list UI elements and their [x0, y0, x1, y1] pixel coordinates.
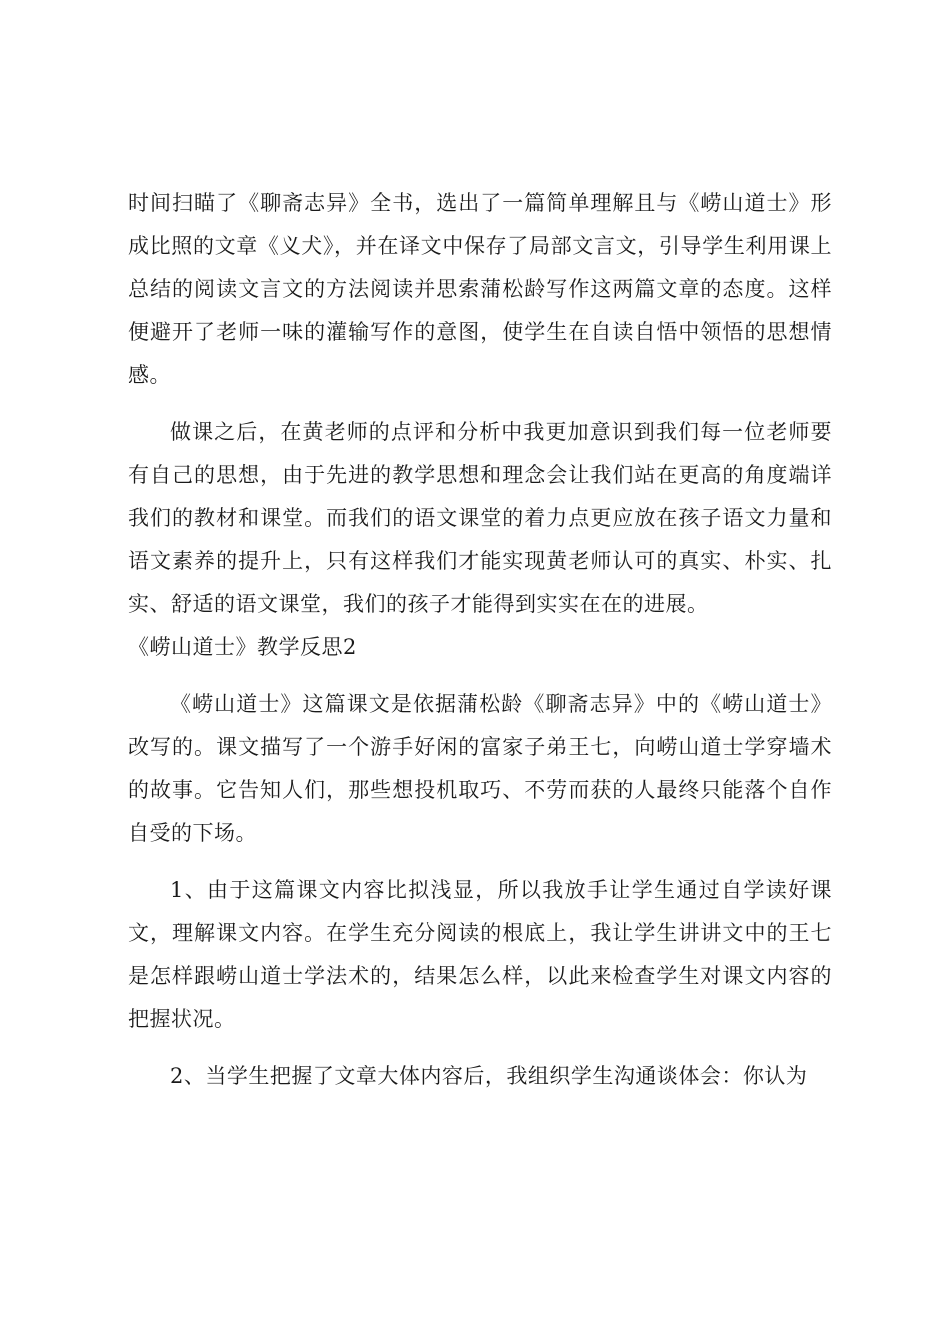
- paragraph-continuation: 时间扫瞄了《聊斋志异》全书，选出了一篇简单理解且与《崂山道士》形成比照的文章《义犬》，并在译文中保存了局部文言文，引导学生利用课上总结的阅读文言文的方法阅读并思索蒲松龄写作这两篇文章的态度。这样便避开了老师一味的灌输写作的意图，使学生在自读自悟中领悟的思想情感。: [128, 191, 832, 387]
- section-heading: 《崂山道士》教学反思2: [128, 635, 357, 659]
- document-body: [128, 182, 832, 1098]
- paragraph-summary: 《崂山道士》这篇课文是依据蒲松龄《聊斋志异》中的《崂山道士》改写的。课文描写了一个游手好闲的富家子弟王七，向崂山道士学穿墙术的故事。它告知人们，那些想投机取巧、不劳而获的人最终只能落个自作自受的下场。: [128, 692, 832, 845]
- paragraph-point-2: 2、当学生把握了文章大体内容后，我组织学生沟通谈体会：你认为: [170, 1064, 808, 1088]
- paragraph-reflection: 做课之后，在黄老师的点评和分析中我更加意识到我们每一位老师要有自己的思想，由于先进的教学思想和理念会让我们站在更高的角度端详我们的教材和课堂。而我们的语文课堂的着力点更应放在孩子语文力量和语文素养的提升上，只有这样我们才能实现黄老师认可的真实、朴实、扎实、舒适的语文课堂，我们的孩子才能得到实实在在的进展。: [128, 420, 832, 616]
- paragraph-point-1: 1、由于这篇课文内容比拟浅显，所以我放手让学生通过自学读好课文，理解课文内容。在学生充分阅读的根底上，我让学生讲讲文中的王七是怎样跟崂山道士学法术的，结果怎么样，以此来检查学生对课文内容的把握状况。: [128, 878, 832, 1031]
